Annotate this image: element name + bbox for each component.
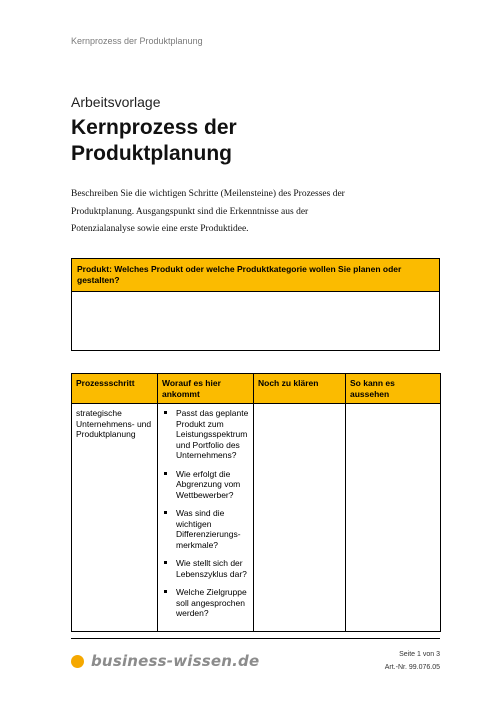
table-row: [72, 404, 441, 632]
page-info: [385, 648, 440, 674]
column-header-step: Prozessschritt: [72, 374, 158, 404]
page-title-line: Kernprozess der: [71, 116, 237, 139]
list-item: [162, 558, 249, 579]
example-cell[interactable]: [346, 404, 441, 632]
bullet-square-icon: [164, 561, 167, 564]
logo-dot-icon: [71, 655, 84, 668]
list-item-text: Wie erfolgt die Abgrenzung vom Wettbewerber?: [176, 468, 241, 500]
list-item: [162, 508, 249, 550]
list-item-text: Was sind die wichtigen Differenzierungs-merkmale?: [176, 508, 241, 550]
list-item: [162, 587, 249, 619]
column-header-open: Noch zu klären: [254, 374, 346, 404]
list-item-text: Wie stellt sich der Lebenszyklus dar?: [176, 558, 247, 579]
bullet-square-icon: [164, 472, 167, 475]
product-question: Produkt: Welches Produkt oder welche Produktkategorie wollen Sie planen oder gestalten?: [72, 259, 439, 292]
intro-line: Beschreiben Sie die wichtigen Schritte (Meilensteine) des Prozesses der: [71, 189, 345, 199]
logo-text: business-wissen.de: [91, 652, 260, 670]
intro-line: Potenzialanalyse sowie eine erste Produktidee.: [71, 224, 249, 234]
table-header-row: [72, 374, 441, 404]
list-item: [162, 469, 249, 501]
column-header-focus: Worauf es hier ankommt: [158, 374, 254, 404]
page-title: [71, 115, 371, 167]
running-header: Kernprozess der Produktplanung: [71, 36, 203, 46]
focus-bullet-list: [162, 408, 249, 619]
intro-paragraph: [71, 186, 361, 239]
document-kicker: Arbeitsvorlage: [71, 94, 161, 110]
intro-line: Produktplanung. Ausgangspunkt sind die Erkenntnisse aus der: [71, 206, 309, 217]
business-wissen-logo: [71, 651, 259, 671]
footer-divider: [71, 638, 440, 639]
list-item-text: Passt das geplante Produkt zum Leistungsspektrum und Portfolio des Unternehmens?: [176, 408, 249, 460]
process-step-cell: strategische Unternehmens- und Produktplanung: [72, 404, 158, 632]
bullet-square-icon: [164, 511, 167, 514]
list-item: [162, 408, 249, 461]
page-number: Seite 1 von 3: [399, 651, 440, 658]
bullet-square-icon: [164, 411, 167, 414]
open-items-cell[interactable]: [254, 404, 346, 632]
process-table: [71, 373, 441, 632]
focus-cell: [158, 404, 254, 632]
article-number: Art.-Nr. 99.076.05: [384, 664, 440, 671]
product-question-box: [71, 258, 440, 351]
column-header-example: So kann es aussehen: [346, 374, 441, 404]
page-title-line: Produktplanung: [71, 142, 232, 165]
bullet-square-icon: [164, 590, 167, 593]
list-item-text: Welche Zielgruppe soll angesprochen werden?: [176, 587, 247, 618]
